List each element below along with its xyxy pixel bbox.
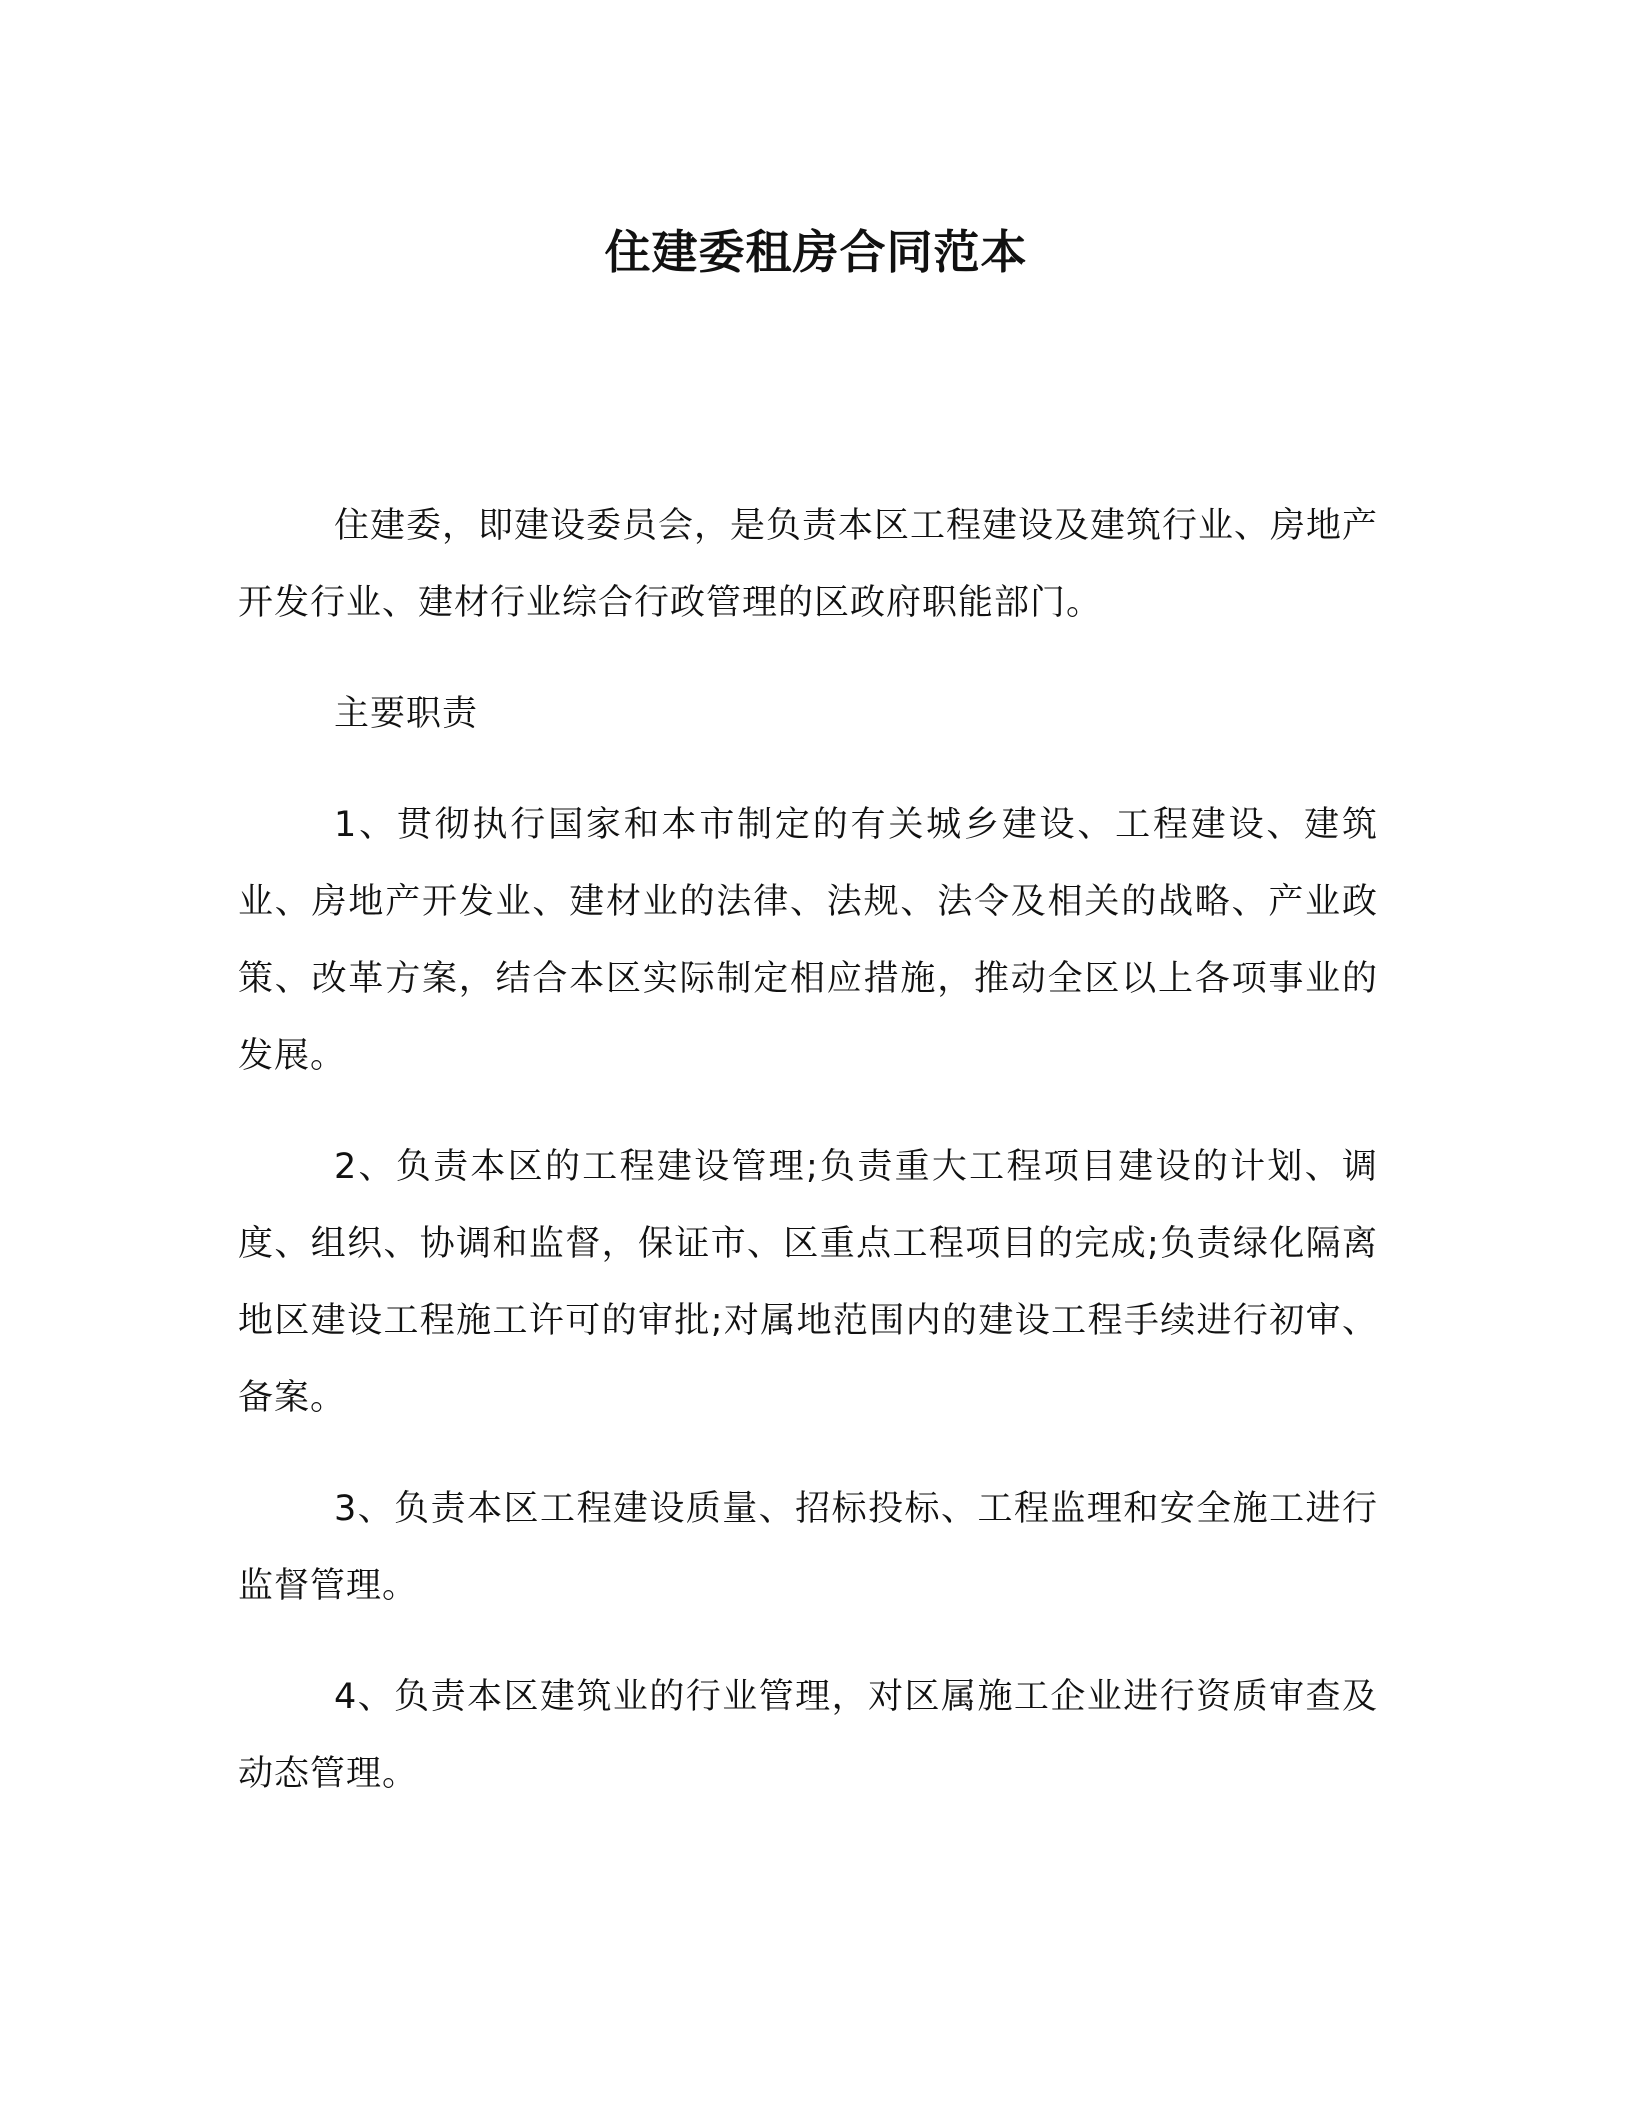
document-body	[238, 488, 1378, 1847]
paragraph-duty-2: 2、负责本区的工程建设管理;负责重大工程项目建设的计划、调度、组织、协调和监督，保证市、区重点工程项目的完成;负责绿化隔离地区建设工程施工许可的审批;对属地范围内的建设工程手续进行初审、备案。	[238, 1147, 1378, 1418]
paragraph-duty-4: 4、负责本区建筑业的行业管理，对区属施工企业进行资质审查及动态管理。	[238, 1677, 1378, 1794]
paragraph-duty-3: 3、负责本区工程建设质量、招标投标、工程监理和安全施工进行监督管理。	[238, 1489, 1378, 1606]
paragraph-duty-1: 1、贯彻执行国家和本市制定的有关城乡建设、工程建设、建筑业、房地产开发业、建材业的法律、法规、法令及相关的战略、产业政策、改革方案，结合本区实际制定相应措施，推动全区以上各项事业的发展。	[238, 805, 1378, 1076]
paragraph-intro: 住建委，即建设委员会，是负责本区工程建设及建筑行业、房地产开发行业、建材行业综合行政管理的区政府职能部门。	[238, 506, 1379, 623]
paragraph-heading-main-duties: 主要职责	[334, 694, 479, 734]
document-title: 住建委租房合同范本	[604, 225, 1028, 279]
